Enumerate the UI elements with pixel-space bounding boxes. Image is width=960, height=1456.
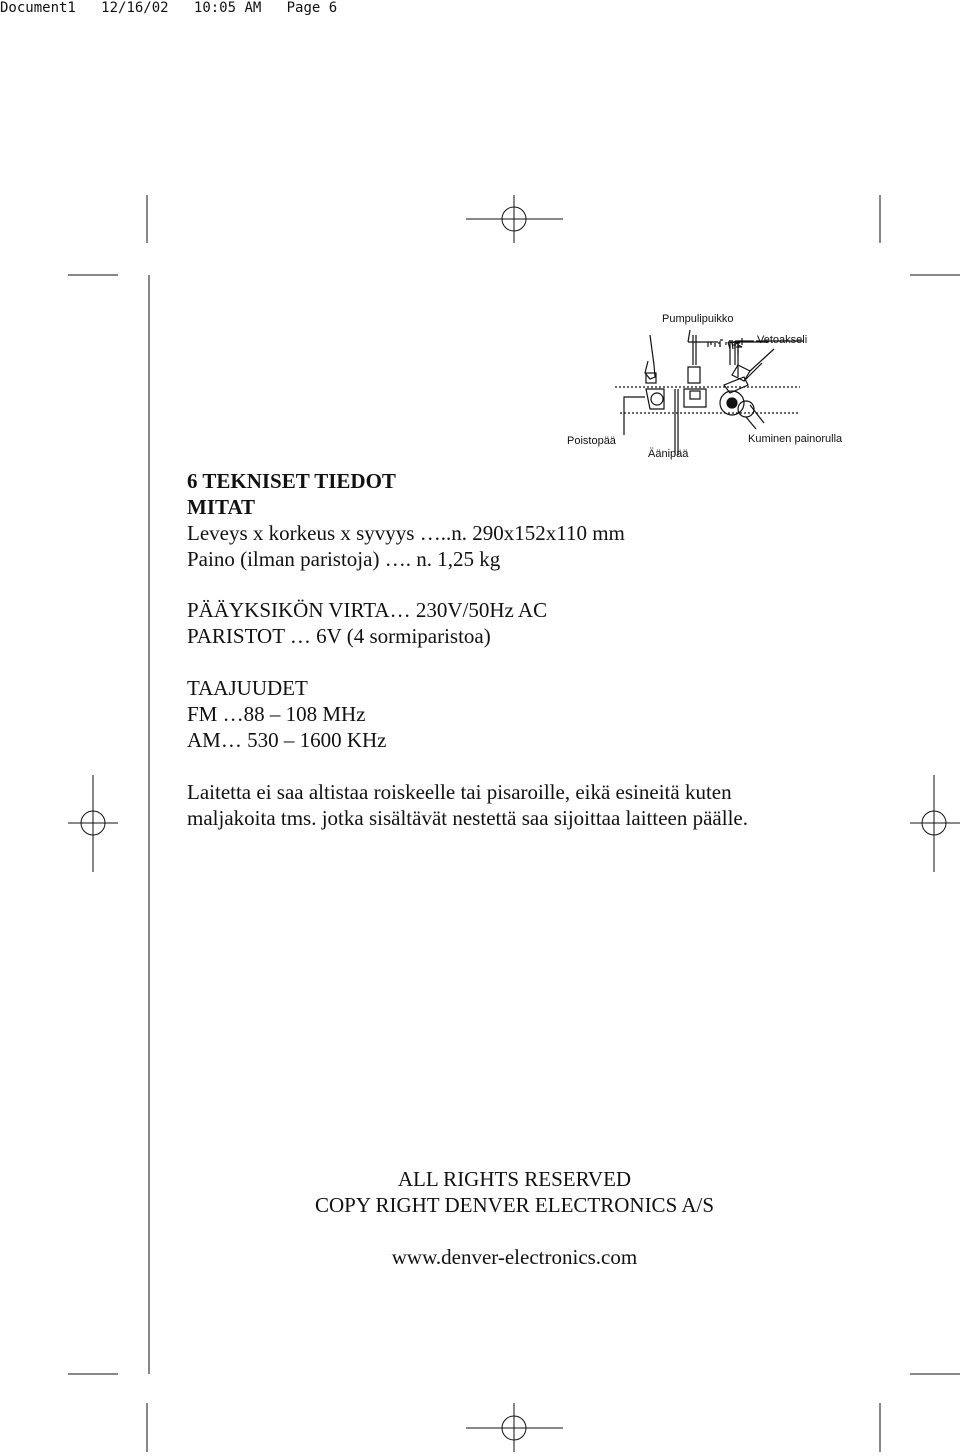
warning-line-2: maljakoita tms. jotka sisältävät nestettä saa sijoittaa laitteen päälle.	[187, 806, 748, 830]
frequencies-section	[187, 675, 387, 753]
erase-head-label: Poistopää	[567, 435, 616, 447]
tape-head-diagram	[560, 305, 860, 465]
header-time: 10:05 AM	[193, 0, 262, 16]
safety-warning	[187, 779, 748, 831]
header-page: Page 6	[286, 0, 338, 16]
am-range: AM… 530 – 1600 KHz	[187, 728, 387, 752]
copyright-footer	[149, 1166, 880, 1270]
weight-value: Paino (ilman paristoja) …. n. 1,25 kg	[187, 547, 501, 571]
batteries-value: PARISTOT … 6V (4 sormiparistoa)	[187, 624, 491, 648]
copyright-notice: COPY RIGHT DENVER ELECTRONICS A/S	[314, 1193, 715, 1217]
power-section	[187, 597, 547, 649]
dimensions-value: Leveys x korkeus x syvyys …..n. 290x152x110 mm	[187, 521, 625, 545]
website-link[interactable]: www.denver-electronics.com	[391, 1245, 638, 1269]
dimensions-heading: MITAT	[187, 495, 256, 519]
power-value: PÄÄYKSIKÖN VIRTA… 230V/50Hz AC	[187, 598, 548, 622]
print-header	[0, 0, 337, 16]
capstan-label: Vetoakseli	[757, 334, 808, 346]
header-date: 12/16/02	[101, 0, 169, 16]
warning-line-1: Laitetta ei saa altistaa roiskeelle tai pisaroille, eikä esineitä kuten	[187, 780, 732, 804]
header-document-name: Document1	[0, 0, 76, 16]
specifications-section	[187, 468, 625, 572]
frequencies-heading: TAAJUUDET	[187, 676, 308, 700]
rights-reserved: ALL RIGHTS RESERVED	[397, 1167, 632, 1191]
pinch-roller-lever-label: Pumpulipuikko	[662, 313, 734, 325]
audio-head-label: Äänipää	[648, 448, 689, 460]
rubber-pinch-roller-label: Kuminen painorulla	[748, 433, 843, 445]
fm-range: FM …88 – 108 MHz	[187, 702, 366, 726]
section-heading: 6 TEKNISET TIEDOT	[187, 469, 396, 493]
